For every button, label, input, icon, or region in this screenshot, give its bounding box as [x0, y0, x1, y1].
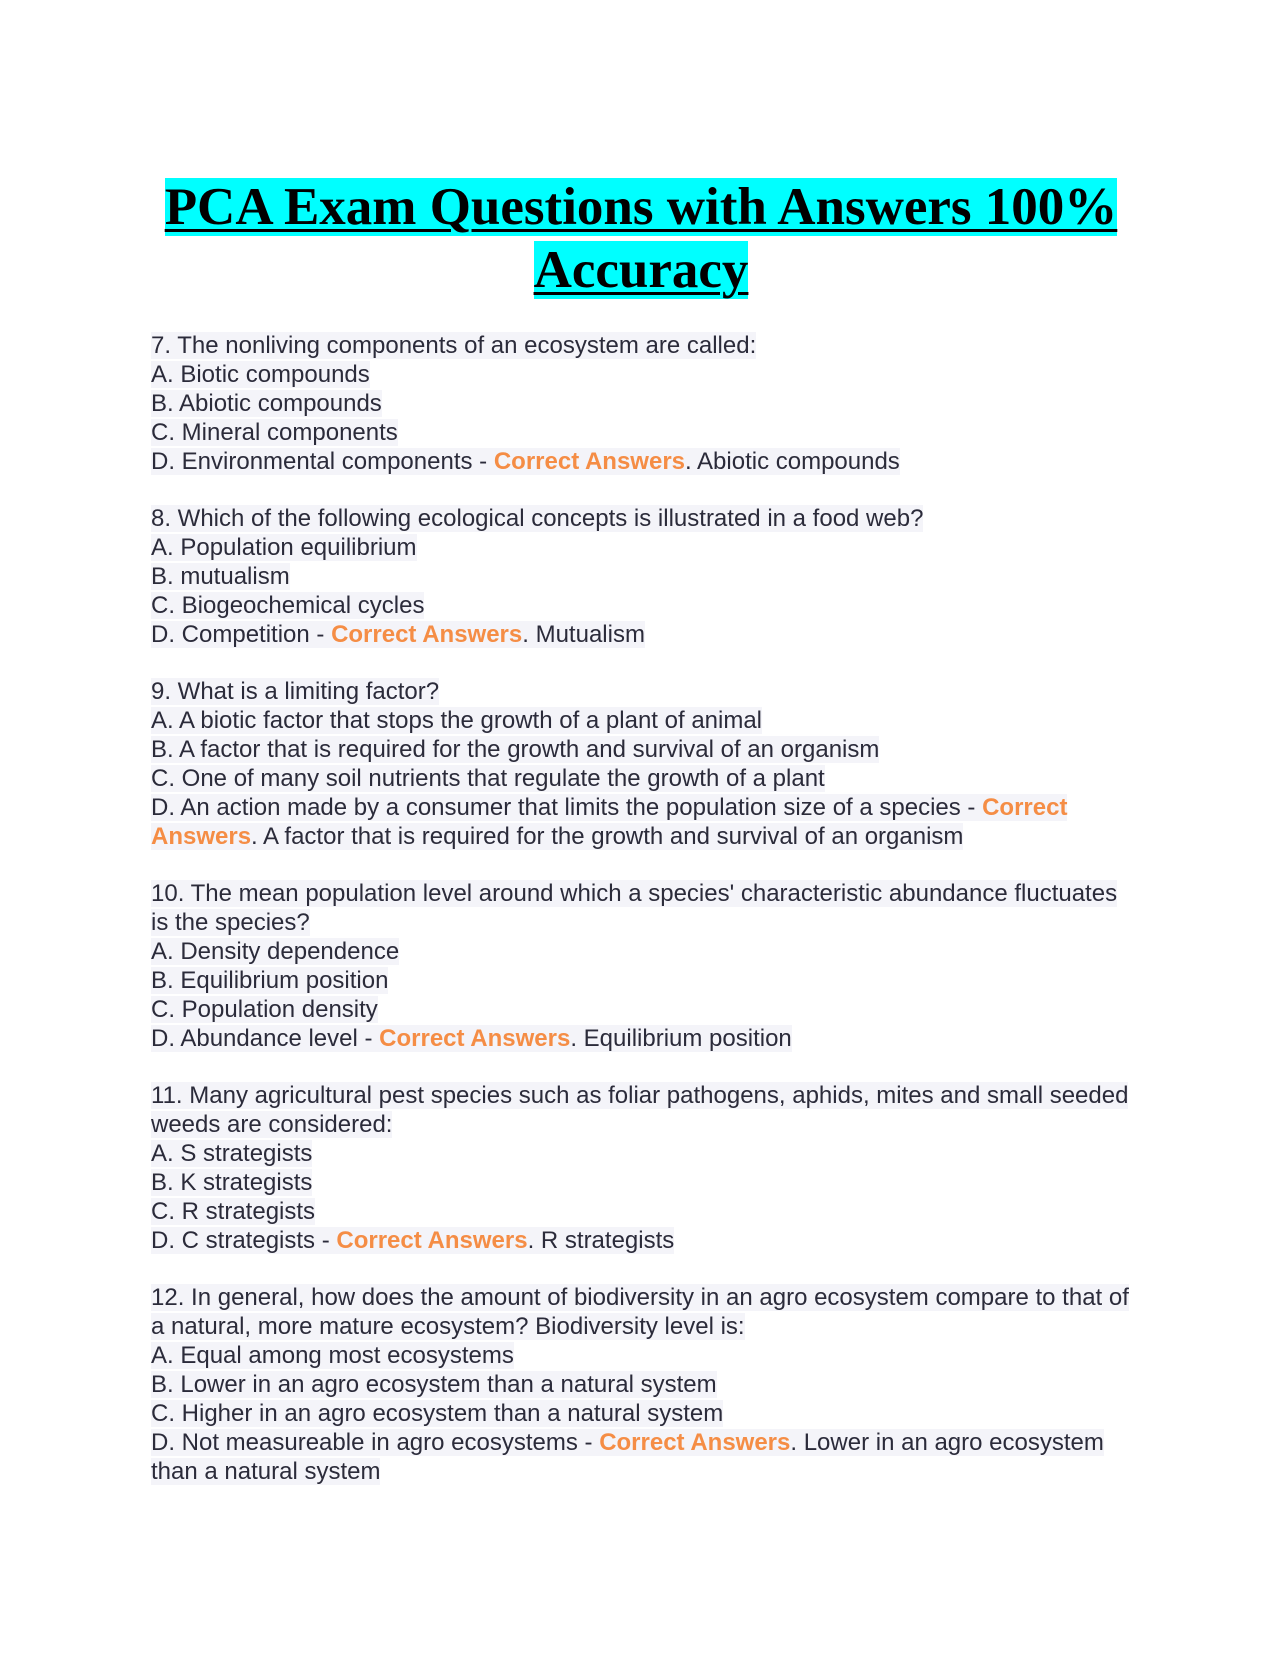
correct-answers-label: Correct Answers — [493, 448, 686, 475]
question-block — [151, 879, 1131, 1053]
option-d-with-answer — [151, 447, 1131, 476]
question-block — [151, 504, 1131, 649]
option-b: B. A factor that is required for the growth and survival of an organism — [151, 736, 880, 763]
document-page — [151, 176, 1131, 1514]
option-d-with-answer — [151, 1024, 1131, 1053]
question-block — [151, 331, 1131, 476]
option-d: D. An action made by a consumer that limits the population size of a species - — [151, 794, 983, 821]
option-c: C. Biogeochemical cycles — [151, 592, 425, 619]
question-block — [151, 1081, 1131, 1255]
option-d-with-answer — [151, 793, 1131, 851]
correct-answers-label: Correct Answers — [379, 1025, 571, 1052]
answer-text: . Abiotic compounds — [685, 448, 900, 475]
option-d-with-answer — [151, 1226, 1131, 1255]
option-a: A. Population equilibrium — [151, 534, 417, 561]
answer-text: . A factor that is required for the growth and survival of an organism — [251, 823, 964, 850]
option-d: D. Environmental components - — [151, 448, 494, 475]
option-c: C. R strategists — [151, 1198, 316, 1225]
document-title — [151, 176, 1131, 302]
option-d-with-answer — [151, 1428, 1131, 1486]
option-b: B. Abiotic compounds — [151, 390, 382, 417]
option-a: A. Biotic compounds — [151, 361, 370, 388]
correct-answers-label: Correct Answers — [336, 1227, 528, 1254]
option-d: D. Abundance level - — [151, 1025, 380, 1052]
option-b: B. Equilibrium position — [151, 967, 389, 994]
answer-text: . Equilibrium position — [570, 1025, 792, 1052]
option-c: C. Higher in an agro ecosystem than a natural system — [151, 1400, 724, 1427]
option-d: D. C strategists - — [151, 1227, 337, 1254]
option-d-with-answer — [151, 620, 1131, 649]
question-text: 7. The nonliving components of an ecosystem are called: — [151, 332, 757, 359]
question-block — [151, 677, 1131, 851]
option-a: A. Equal among most ecosystems — [151, 1342, 514, 1369]
option-b: B. K strategists — [151, 1169, 313, 1196]
question-list — [151, 331, 1131, 1486]
question-text: 9. What is a limiting factor? — [151, 678, 440, 705]
option-d: D. Not measureable in agro ecosystems - — [151, 1429, 600, 1456]
option-b: B. Lower in an agro ecosystem than a natural system — [151, 1371, 717, 1398]
option-c: C. Population density — [151, 996, 378, 1023]
question-text: 8. Which of the following ecological concepts is illustrated in a food web? — [151, 505, 924, 532]
option-a: A. S strategists — [151, 1140, 313, 1167]
answer-text: . Mutualism — [522, 621, 645, 648]
option-c: C. One of many soil nutrients that regulate the growth of a plant — [151, 765, 825, 792]
option-a: A. Density dependence — [151, 938, 400, 965]
option-a: A. A biotic factor that stops the growth of a plant of animal — [151, 707, 763, 734]
answer-text: . Lower in an agro ecosystem than a natural system — [151, 1429, 1104, 1485]
question-text: 11. Many agricultural pest species such as foliar pathogens, aphids, mites and small seeded weeds are considered: — [151, 1082, 1129, 1138]
correct-answers-label: Correct Answers — [599, 1429, 791, 1456]
question-text: 10. The mean population level around which a species' characteristic abundance fluctuates is the species? — [151, 880, 1118, 936]
correct-answers-label: Correct Answers — [331, 621, 523, 648]
option-d: D. Competition - — [151, 621, 332, 648]
correct-answers-label: Correct Answers — [151, 794, 1068, 850]
question-block — [151, 1283, 1131, 1486]
option-b: B. mutualism — [151, 563, 290, 590]
answer-text: . R strategists — [527, 1227, 675, 1254]
question-text: 12. In general, how does the amount of biodiversity in an agro ecosystem compare to that of a natural, more mature ecosystem? Biodiversity level is: — [151, 1284, 1129, 1340]
option-c: C. Mineral components — [151, 419, 398, 446]
document-title-text: PCA Exam Questions with Answers 100% Accuracy — [164, 178, 1118, 299]
